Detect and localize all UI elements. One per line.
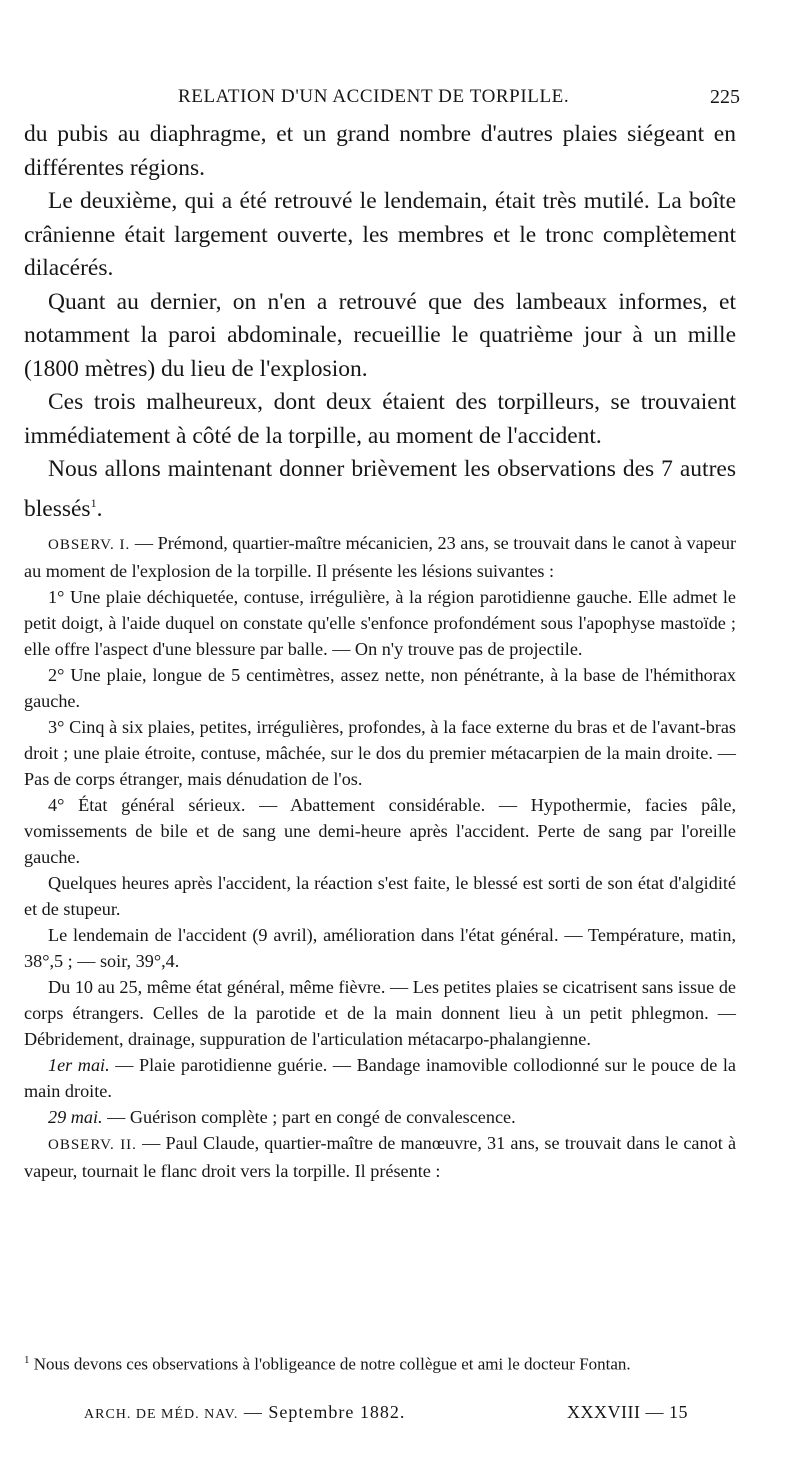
dated-entry: 29 mai. — Guérison complète ; part en congé de convalescence. (48, 1106, 516, 1127)
lesion-item: 4° État général sérieux. — Abattement considérable. — Hypothermie, facies pâle, vomissements de bile et de sang une demi-heure après l'accident. Perte de sang par l'oreille gauche. (24, 794, 736, 867)
observation-intro-text: Paul Claude, quartier-maître de manœuvre, 31 ans, se trouvait dans le canot à vapeur, tournait le flanc droit vers la torpille. Il présente : (24, 1132, 737, 1181)
observation-1 (24, 530, 736, 1130)
page-footer (84, 1402, 688, 1428)
body-text (24, 118, 736, 1184)
observation-intro-text: Prémond, quartier-maître mécanicien, 23 ans, se trouvait dans le canot à vapeur au moment de l'explosion de la torpille. Il présente les lésions suivantes : (24, 532, 737, 581)
course-paragraph: Le lendemain de l'accident (9 avril), amélioration dans l'état général. — Température, matin, 38°,5 ; — soir, 39°,4. (24, 924, 736, 971)
footer-source (84, 1402, 405, 1423)
lesion-item: 1° Une plaie déchiquetée, contuse, irrégulière, à la région parotidienne gauche. Elle admet le petit doigt, à l'aide duquel on constate qu'elle s'enfonce profondément sous l'apophyse mastoïde ; elle offre l'aspect d'une blessure par balle. — On n'y trouve pas de projectile. (24, 586, 736, 659)
paragraph: Nous allons maintenant donner brièvement les observations des 7 autres blessés$^1$. (24, 456, 736, 522)
observation-intro: OBSERV. I. — Prémond, quartier-maître mécanicien, 23 ans, se trouvait dans le canot à vapeur au moment de l'explosion de la torpille. Il présente les lésions suivantes : (24, 532, 737, 581)
entry-date: 1er mai. (48, 1054, 110, 1075)
footer-date: Septembre 1882. (268, 1402, 406, 1422)
paragraph: Ces trois malheureux, dont deux étaient des torpilleurs, se trouvaient immédiatement à côté de la torpille, au moment de l'accident. (24, 389, 736, 449)
lesion-item: 2° Une plaie, longue de 5 centimètres, assez nette, non pénétrante, à la base de l'hémithorax gauche. (24, 664, 736, 711)
footnote-reference: 1 (90, 495, 97, 510)
main-paragraphs (24, 118, 736, 526)
observation-heading: OBSERV. II. (48, 1136, 137, 1153)
observation-heading: OBSERV. I. (48, 536, 131, 553)
footnote-marker: 1 (24, 1354, 30, 1366)
paragraph: Le deuxième, qui a été retrouvé le lendemain, était très mutilé. La boîte crânienne était largement ouverte, les membres et le tronc complètement dilacérés. (24, 188, 736, 281)
page-header (44, 82, 740, 116)
journal-abbrev: ARCH. DE MÉD. NAV. (84, 1407, 239, 1422)
observation-intro: OBSERV. II. — Paul Claude, quartier-maître de manœuvre, 31 ans, se trouvait dans le canot à vapeur, tournait le flanc droit vers la torpille. Il présente : (24, 1132, 737, 1181)
course-paragraph: Quelques heures après l'accident, la réaction s'est faite, le blessé est sorti de son état d'algidité et de stupeur. (24, 872, 736, 919)
footnote-text: Nous devons ces observations à l'obligeance de notre collègue et ami le docteur Fontan. (33, 1354, 631, 1374)
signature-mark: XXXVIII — 15 (567, 1402, 688, 1422)
paragraph: Quant au dernier, on n'en a retrouvé que des lambeaux informes, et notamment la paroi abdominale, recueillie le quatrième jour à un mille (1800 mètres) du lieu de l'explosion. (24, 288, 736, 382)
paragraph: du pubis au diaphragme, et un grand nombre d'autres plaies siégeant en différentes régions. (24, 121, 736, 181)
footnote (24, 1348, 736, 1377)
footer-dash: — (243, 1402, 263, 1422)
entry-date: 29 mai. (48, 1106, 103, 1127)
course-paragraph: Du 10 au 25, même état général, même fièvre. — Les petites plaies se cicatrisent sans issue de corps étrangers. Celles de la parotide et de la main donnent lieu à un petit phlegmon. — Débridement, drainage, suppuration de l'articulation métacarpo-phalangienne. (24, 976, 736, 1049)
paragraph-text: Nous allons maintenant donner brièvement les observations des 7 autres blessés (24, 456, 736, 522)
running-title: RELATION D'UN ACCIDENT DE TORPILLE. (178, 86, 570, 107)
dated-entry: 1er mai. — Plaie parotidienne guérie. — Bandage inamovible collodionné sur le pouce de la main droite. (24, 1054, 737, 1101)
entry-text: Plaie parotidienne guérie. — Bandage inamovible collodionné sur le pouce de la main droite. (24, 1054, 737, 1101)
page-number: 225 (710, 86, 740, 108)
observation-2 (24, 1130, 736, 1184)
lesion-item: 3° Cinq à six plaies, petites, irrégulières, profondes, à la face externe du bras et de l'avant-bras droit ; une plaie étroite, contuse, mâchée, sur le dos du premier métacarpien de la main droite. — Pas de corps étranger, mais dénudation de l'os. (24, 716, 736, 789)
entry-text: Guérison complète ; part en congé de convalescence. (129, 1106, 516, 1127)
